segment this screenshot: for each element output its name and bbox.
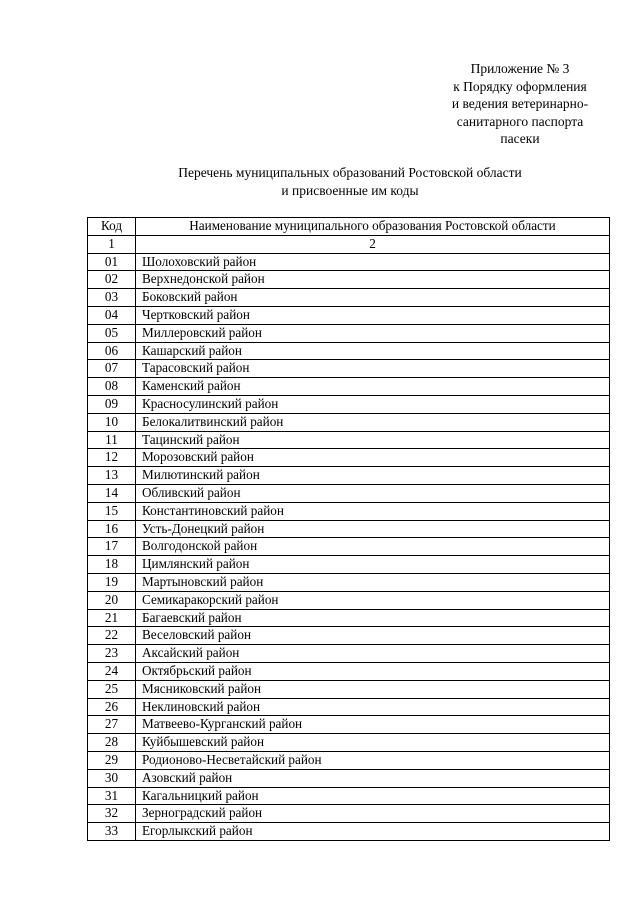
row-municipality-name: Семикаракорский район [136, 591, 610, 609]
table-row [88, 787, 610, 805]
row-municipality-name: Тацинский район [136, 431, 610, 449]
table-row [88, 502, 610, 520]
row-municipality-name: Куйбышевский район [136, 734, 610, 752]
table-row [88, 431, 610, 449]
row-code: 03 [88, 289, 136, 307]
row-municipality-name: Обливский район [136, 484, 610, 502]
row-municipality-name: Волгодонской район [136, 538, 610, 556]
row-code: 30 [88, 769, 136, 787]
table-row [88, 360, 610, 378]
row-municipality-name: Родионово-Несветайский район [136, 751, 610, 769]
row-municipality-name: Матвеево-Курганский район [136, 716, 610, 734]
table-row [88, 253, 610, 271]
table-row [88, 395, 610, 413]
row-municipality-name: Морозовский район [136, 449, 610, 467]
row-code: 05 [88, 324, 136, 342]
row-municipality-name: Шолоховский район [136, 253, 610, 271]
row-code: 15 [88, 502, 136, 520]
table-row [88, 413, 610, 431]
row-municipality-name: Милютинский район [136, 467, 610, 485]
appendix-line: Приложение № 3 [470, 61, 570, 76]
table-row [88, 484, 610, 502]
row-municipality-name: Миллеровский район [136, 324, 610, 342]
title-line-2: и присвоенные им коды [281, 182, 419, 198]
row-code: 17 [88, 538, 136, 556]
table-row [88, 751, 610, 769]
row-municipality-name: Октябрьский район [136, 662, 610, 680]
row-municipality-name: Мартыновский район [136, 573, 610, 591]
table-row [88, 645, 610, 663]
row-code: 06 [88, 342, 136, 360]
column-number-code: 1 [88, 235, 136, 253]
row-code: 07 [88, 360, 136, 378]
table-row [88, 467, 610, 485]
row-municipality-name: Верхнедонской район [136, 271, 610, 289]
row-code: 04 [88, 306, 136, 324]
row-code: 23 [88, 645, 136, 663]
table-row [88, 289, 610, 307]
row-code: 16 [88, 520, 136, 538]
row-code: 11 [88, 431, 136, 449]
row-code: 13 [88, 467, 136, 485]
table-row [88, 662, 610, 680]
row-code: 26 [88, 698, 136, 716]
table-row [88, 609, 610, 627]
row-code: 22 [88, 627, 136, 645]
row-municipality-name: Кашарский район [136, 342, 610, 360]
name-column-header: Наименование муниципального образования Ростовской области [136, 218, 610, 236]
document-title [60, 164, 640, 199]
table-row [88, 680, 610, 698]
table-row [88, 734, 610, 752]
table-row [88, 342, 610, 360]
row-municipality-name: Чертковский район [136, 306, 610, 324]
appendix-line: санитарного паспорта [456, 113, 584, 129]
row-municipality-name: Усть-Донецкий район [136, 520, 610, 538]
appendix-heading [420, 60, 620, 148]
appendix-line: и ведения ветеринарно- [451, 96, 589, 111]
row-municipality-name: Красносулинский район [136, 395, 610, 413]
row-code: 01 [88, 253, 136, 271]
row-code: 14 [88, 484, 136, 502]
table-row [88, 698, 610, 716]
table-row [88, 823, 610, 841]
title-line-1: Перечень муниципальных образований Ростовской области [178, 165, 522, 180]
row-code: 12 [88, 449, 136, 467]
row-code: 20 [88, 591, 136, 609]
row-municipality-name: Неклиновский район [136, 698, 610, 716]
row-code: 31 [88, 787, 136, 805]
row-code: 19 [88, 573, 136, 591]
row-code: 18 [88, 556, 136, 574]
row-municipality-name: Тарасовский район [136, 360, 610, 378]
row-code: 24 [88, 662, 136, 680]
row-code: 10 [88, 413, 136, 431]
column-number-name: 2 [136, 235, 610, 253]
row-municipality-name: Константиновский район [136, 502, 610, 520]
row-municipality-name: Азовский район [136, 769, 610, 787]
row-municipality-name: Белокалитвинский район [136, 413, 610, 431]
row-code: 29 [88, 751, 136, 769]
table-row [88, 627, 610, 645]
row-code: 27 [88, 716, 136, 734]
municipality-codes-table [87, 217, 610, 841]
row-code: 08 [88, 378, 136, 396]
table-row [88, 573, 610, 591]
table-row [88, 520, 610, 538]
row-municipality-name: Зерноградский район [136, 805, 610, 823]
table-row [88, 538, 610, 556]
row-municipality-name: Боковский район [136, 289, 610, 307]
row-code: 02 [88, 271, 136, 289]
row-code: 32 [88, 805, 136, 823]
row-code: 09 [88, 395, 136, 413]
table-header-row [88, 218, 610, 236]
table-row [88, 556, 610, 574]
column-number-row [88, 235, 610, 253]
table-row [88, 805, 610, 823]
row-municipality-name: Каменский район [136, 378, 610, 396]
row-code: 25 [88, 680, 136, 698]
appendix-line: к Порядку оформления [453, 78, 587, 94]
row-code: 28 [88, 734, 136, 752]
table-row [88, 271, 610, 289]
code-column-header: Код [88, 218, 136, 236]
table-row [88, 306, 610, 324]
row-code: 33 [88, 823, 136, 841]
table-row [88, 378, 610, 396]
row-municipality-name: Цимлянский район [136, 556, 610, 574]
row-municipality-name: Мясниковский район [136, 680, 610, 698]
appendix-line: пасеки [500, 131, 540, 146]
row-municipality-name: Веселовский район [136, 627, 610, 645]
row-municipality-name: Егорлыкский район [136, 823, 610, 841]
table-row [88, 769, 610, 787]
row-municipality-name: Аксайский район [136, 645, 610, 663]
table-row [88, 449, 610, 467]
row-code: 21 [88, 609, 136, 627]
row-municipality-name: Кагальницкий район [136, 787, 610, 805]
table-row [88, 324, 610, 342]
row-municipality-name: Багаевский район [136, 609, 610, 627]
table-row [88, 591, 610, 609]
table-row [88, 716, 610, 734]
